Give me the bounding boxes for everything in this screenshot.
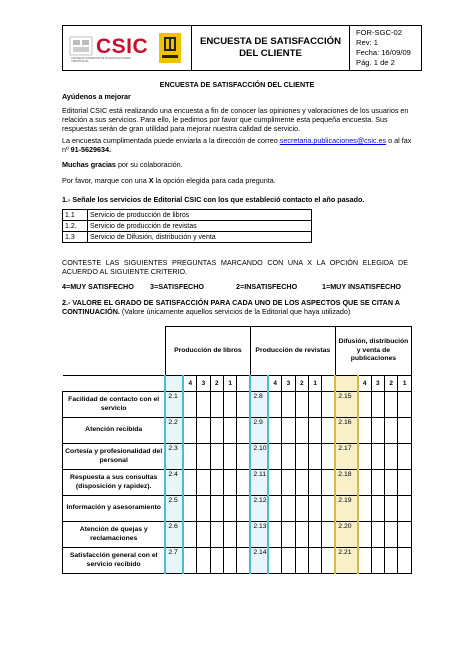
service-code: 1.1 [63, 210, 88, 221]
thanks-rest: por su colaboración. [117, 160, 183, 169]
question-code: 2.10 [250, 444, 268, 470]
instruction-x: X [148, 176, 154, 185]
rating-cell[interactable] [295, 470, 308, 496]
service-label: Servicio de producción de libros [88, 210, 312, 221]
scale-spacer [237, 376, 250, 392]
question-code: 2.14 [250, 548, 268, 574]
scale-value: 1 [223, 376, 236, 392]
scale-value: 3 [197, 376, 210, 392]
section2-intro [62, 298, 414, 316]
send-paragraph [62, 136, 414, 154]
section1-table [62, 209, 312, 243]
rating-cell[interactable] [268, 444, 281, 470]
rating-cell[interactable] [322, 418, 335, 444]
doc-code: FOR-SGC-02 [356, 28, 402, 37]
question-code: 2.11 [250, 470, 268, 496]
table-row[interactable] [63, 210, 312, 221]
rating-cell[interactable] [398, 522, 412, 548]
rating-cell[interactable] [371, 548, 384, 574]
rating-cell[interactable] [237, 548, 250, 574]
rating-cell[interactable] [223, 444, 236, 470]
rating-cell[interactable] [358, 418, 371, 444]
rating-cell[interactable] [210, 522, 223, 548]
aspect-label: Cortesía y profesionalidad del personal [63, 444, 166, 470]
question-code: 2.8 [250, 392, 268, 418]
instruction-text: Por favor, marque con una [62, 176, 147, 185]
group-header-journals: Producción de revistas [250, 327, 335, 376]
rating-cell[interactable] [384, 522, 397, 548]
rating-cell[interactable] [371, 392, 384, 418]
rating-cell[interactable] [282, 470, 295, 496]
header-meta-cell [356, 28, 411, 68]
question-code: 2.20 [335, 522, 357, 548]
rating-cell[interactable] [308, 496, 321, 522]
rating-cell[interactable] [268, 470, 281, 496]
rating-cell[interactable] [197, 444, 210, 470]
header-title-line1: ENCUESTA DE SATISFACCIÓN [199, 36, 342, 47]
rating-cell[interactable] [398, 444, 412, 470]
scale-4: 4=MUY SATISFECHO [62, 282, 134, 291]
rating-cell[interactable] [237, 418, 250, 444]
rating-cell[interactable] [308, 548, 321, 574]
rating-cell[interactable] [183, 522, 196, 548]
rating-cell[interactable] [183, 548, 196, 574]
rating-cell[interactable] [384, 470, 397, 496]
rating-cell[interactable] [197, 418, 210, 444]
question-code: 2.19 [335, 496, 357, 522]
rating-cell[interactable] [358, 444, 371, 470]
rating-cell[interactable] [384, 392, 397, 418]
rating-cell[interactable] [371, 496, 384, 522]
csic-logo [69, 32, 184, 64]
rating-cell[interactable] [295, 418, 308, 444]
service-code: 1.3 [63, 232, 88, 243]
rating-cell[interactable] [398, 392, 412, 418]
scale-value: 3 [282, 376, 295, 392]
rating-cell[interactable] [322, 470, 335, 496]
table-row [63, 470, 412, 496]
send-text-1: La encuesta cumplimentada puede enviarla a la dirección de correo [62, 136, 278, 145]
rating-cell[interactable] [308, 444, 321, 470]
group-header-distribution: Difusión, distribución y venta de publicaciones [335, 327, 411, 376]
rating-cell[interactable] [237, 496, 250, 522]
main-title: ENCUESTA DE SATISFACCIÓN DEL CLIENTE [159, 80, 315, 89]
rating-cell[interactable] [282, 522, 295, 548]
logo-wordmark: CSIC [96, 35, 149, 58]
rating-cell[interactable] [295, 392, 308, 418]
rating-cell[interactable] [210, 496, 223, 522]
rating-cell[interactable] [183, 392, 196, 418]
question-code: 2.4 [165, 470, 183, 496]
rating-cell[interactable] [322, 548, 335, 574]
header-title-cell [192, 26, 350, 70]
scale-value: 4 [268, 376, 281, 392]
rating-cell[interactable] [197, 496, 210, 522]
rating-cell[interactable] [398, 418, 412, 444]
question-code: 2.18 [335, 470, 357, 496]
service-label: Servicio de Difusión, distribución y venta [88, 232, 312, 243]
aspect-label: Satisfacción general con el servicio recibido [63, 548, 166, 574]
question-code: 2.2 [165, 418, 183, 444]
table-row [63, 444, 412, 470]
rating-cell[interactable] [210, 548, 223, 574]
rating-cell[interactable] [237, 522, 250, 548]
question-code: 2.1 [165, 392, 183, 418]
rating-cell[interactable] [322, 522, 335, 548]
aspect-label: Atención recibida [63, 418, 166, 444]
satisfaction-grid [62, 326, 412, 574]
thanks-bold: Muchas gracias [62, 160, 116, 169]
logo-tagline: CONSEJO SUPERIOR DE INVESTIGACIONES CIENTÍFICAS [71, 56, 131, 63]
rating-cell[interactable] [183, 418, 196, 444]
rating-cell[interactable] [371, 522, 384, 548]
scale-spacer [250, 376, 268, 392]
question-code: 2.5 [165, 496, 183, 522]
section2-note: (Valore únicamente aquellos servicios de la Editorial que haya utilizado) [121, 307, 351, 316]
rating-cell[interactable] [183, 496, 196, 522]
scale-value: 1 [308, 376, 321, 392]
grid-corner [63, 327, 166, 376]
rating-cell[interactable] [282, 418, 295, 444]
scale-spacer [165, 376, 183, 392]
scale-value: 3 [371, 376, 384, 392]
aspect-label: Atención de quejas y reclamaciones [63, 522, 166, 548]
rating-cell[interactable] [197, 470, 210, 496]
question-code: 2.6 [165, 522, 183, 548]
rating-cell[interactable] [398, 470, 412, 496]
rating-cell[interactable] [210, 470, 223, 496]
question-code: 2.17 [335, 444, 357, 470]
rating-cell[interactable] [358, 522, 371, 548]
scale-3: 3=SATISFECHO [150, 282, 204, 291]
email-link[interactable]: secretaria.publicaciones@csic.es [279, 136, 387, 145]
doc-page: Pág. 1 de 2 [356, 58, 395, 67]
scale-instructions: CONTESTE LAS SIGUIENTES PREGUNTAS MARCANDO CON UNA X LA OPCIÓN ELEGIDA DE ACUERDO AL SIGUIENTE CRITERIO. [62, 258, 408, 276]
scale-value: 4 [358, 376, 371, 392]
question-code: 2.13 [250, 522, 268, 548]
rating-cell[interactable] [183, 444, 196, 470]
question-code: 2.7 [165, 548, 183, 574]
rating-cell[interactable] [384, 444, 397, 470]
rating-cell[interactable] [308, 418, 321, 444]
rating-cell[interactable] [268, 418, 281, 444]
rating-cell[interactable] [371, 418, 384, 444]
question-code: 2.3 [165, 444, 183, 470]
editorial-badge-icon [159, 33, 181, 63]
scale-value: 1 [398, 376, 412, 392]
table-row[interactable] [63, 221, 312, 232]
rating-cell[interactable] [197, 392, 210, 418]
rating-cell[interactable] [197, 522, 210, 548]
table-row [63, 548, 412, 574]
rating-cell[interactable] [268, 522, 281, 548]
fax-number: 91-5629634. [70, 145, 111, 154]
aspect-label: Respuesta a sus consultas (disposición y rapidez). [63, 470, 166, 496]
rating-cell[interactable] [358, 496, 371, 522]
rating-cell[interactable] [223, 418, 236, 444]
rating-cell[interactable] [322, 444, 335, 470]
scale-value: 2 [295, 376, 308, 392]
rating-cell[interactable] [384, 496, 397, 522]
doc-date: Fecha: 16/09/09 [356, 48, 411, 57]
doc-revision: Rev: 1 [356, 38, 378, 47]
question-code: 2.16 [335, 418, 357, 444]
rating-cell[interactable] [384, 548, 397, 574]
send-text-2: o al fax nº [62, 136, 412, 154]
rating-cell[interactable] [197, 548, 210, 574]
scale-value: 4 [183, 376, 196, 392]
table-row [63, 392, 412, 418]
rating-cell[interactable] [210, 444, 223, 470]
question-code: 2.12 [250, 496, 268, 522]
rating-cell[interactable] [322, 392, 335, 418]
rating-cell[interactable] [322, 496, 335, 522]
rating-cell[interactable] [282, 496, 295, 522]
section1-question: 1.- Señale los servicios de Editorial CSIC con los que estableció contacto el año pasado. [62, 195, 365, 204]
rating-cell[interactable] [237, 444, 250, 470]
rating-cell[interactable] [295, 496, 308, 522]
rating-cell[interactable] [308, 522, 321, 548]
rating-cell[interactable] [223, 392, 236, 418]
rating-cell[interactable] [398, 548, 412, 574]
service-label: Servicio de producción de revistas [88, 221, 312, 232]
rating-cell[interactable] [282, 392, 295, 418]
rating-cell[interactable] [268, 496, 281, 522]
question-code: 2.9 [250, 418, 268, 444]
rating-cell[interactable] [237, 470, 250, 496]
rating-cell[interactable] [384, 418, 397, 444]
scale-spacer [335, 376, 357, 392]
rating-cell[interactable] [308, 470, 321, 496]
table-row [63, 496, 412, 522]
table-row [63, 522, 412, 548]
header-title-line2: DEL CLIENTE [239, 48, 302, 59]
table-row[interactable] [63, 232, 312, 243]
document-header [62, 25, 422, 71]
instruction-line [62, 176, 276, 185]
rating-cell[interactable] [237, 392, 250, 418]
aspect-label: Facilidad de contacto con el servicio [63, 392, 166, 418]
rating-cell[interactable] [371, 444, 384, 470]
rating-cell[interactable] [358, 470, 371, 496]
rating-cell[interactable] [398, 496, 412, 522]
table-row [63, 418, 412, 444]
section2-question: 2.- VALORE EL GRADO DE SATISFACCIÓN PARA CADA UNO DE LOS ASPECTOS QUE SE CITAN A CONTINUACIÓN. [62, 298, 400, 316]
rating-cell[interactable] [268, 548, 281, 574]
rating-cell[interactable] [210, 418, 223, 444]
scale-value: 2 [210, 376, 223, 392]
logo-cell [63, 26, 192, 70]
intro-paragraph: Editorial CSIC está realizando una encuesta a fin de conocer las opiniones y valoraciones de los usuarios en relación a sus servicios. Para ello, le pedimos por favor que cumplimente esta pequeña encuesta. Sus respuestas serán de gran utilidad para mejorar nuestra calidad de servicio. [62, 106, 409, 133]
help-heading: Ayúdenos a mejorar [62, 92, 131, 101]
rating-cell[interactable] [183, 470, 196, 496]
service-code: 1.2. [63, 221, 88, 232]
rating-cell[interactable] [223, 496, 236, 522]
rating-cell[interactable] [282, 444, 295, 470]
instruction-rest: la opción elegida para cada pregunta. [155, 176, 276, 185]
rating-cell[interactable] [210, 392, 223, 418]
rating-cell[interactable] [295, 522, 308, 548]
grid-body [63, 392, 412, 574]
group-header-books: Producción de libros [165, 327, 250, 376]
rating-cell[interactable] [295, 548, 308, 574]
scale-2: 2=INSATISFECHO [236, 282, 298, 291]
rating-cell[interactable] [282, 548, 295, 574]
thanks-line [62, 160, 183, 169]
rating-cell[interactable] [295, 444, 308, 470]
rating-cell[interactable] [358, 392, 371, 418]
rating-cell[interactable] [371, 470, 384, 496]
csic-emblem-icon [69, 34, 97, 58]
scale-spacer [322, 376, 335, 392]
question-code: 2.15 [335, 392, 357, 418]
rating-cell[interactable] [308, 392, 321, 418]
grid-scale-spacer [63, 376, 166, 392]
rating-cell[interactable] [358, 548, 371, 574]
scale-value: 2 [384, 376, 397, 392]
scale-1: 1=MUY INSATISFECHO [322, 282, 402, 291]
rating-cell[interactable] [223, 548, 236, 574]
question-code: 2.21 [335, 548, 357, 574]
rating-cell[interactable] [223, 470, 236, 496]
rating-cell[interactable] [223, 522, 236, 548]
rating-cell[interactable] [268, 392, 281, 418]
aspect-label: Información y asesoramiento [63, 496, 166, 522]
